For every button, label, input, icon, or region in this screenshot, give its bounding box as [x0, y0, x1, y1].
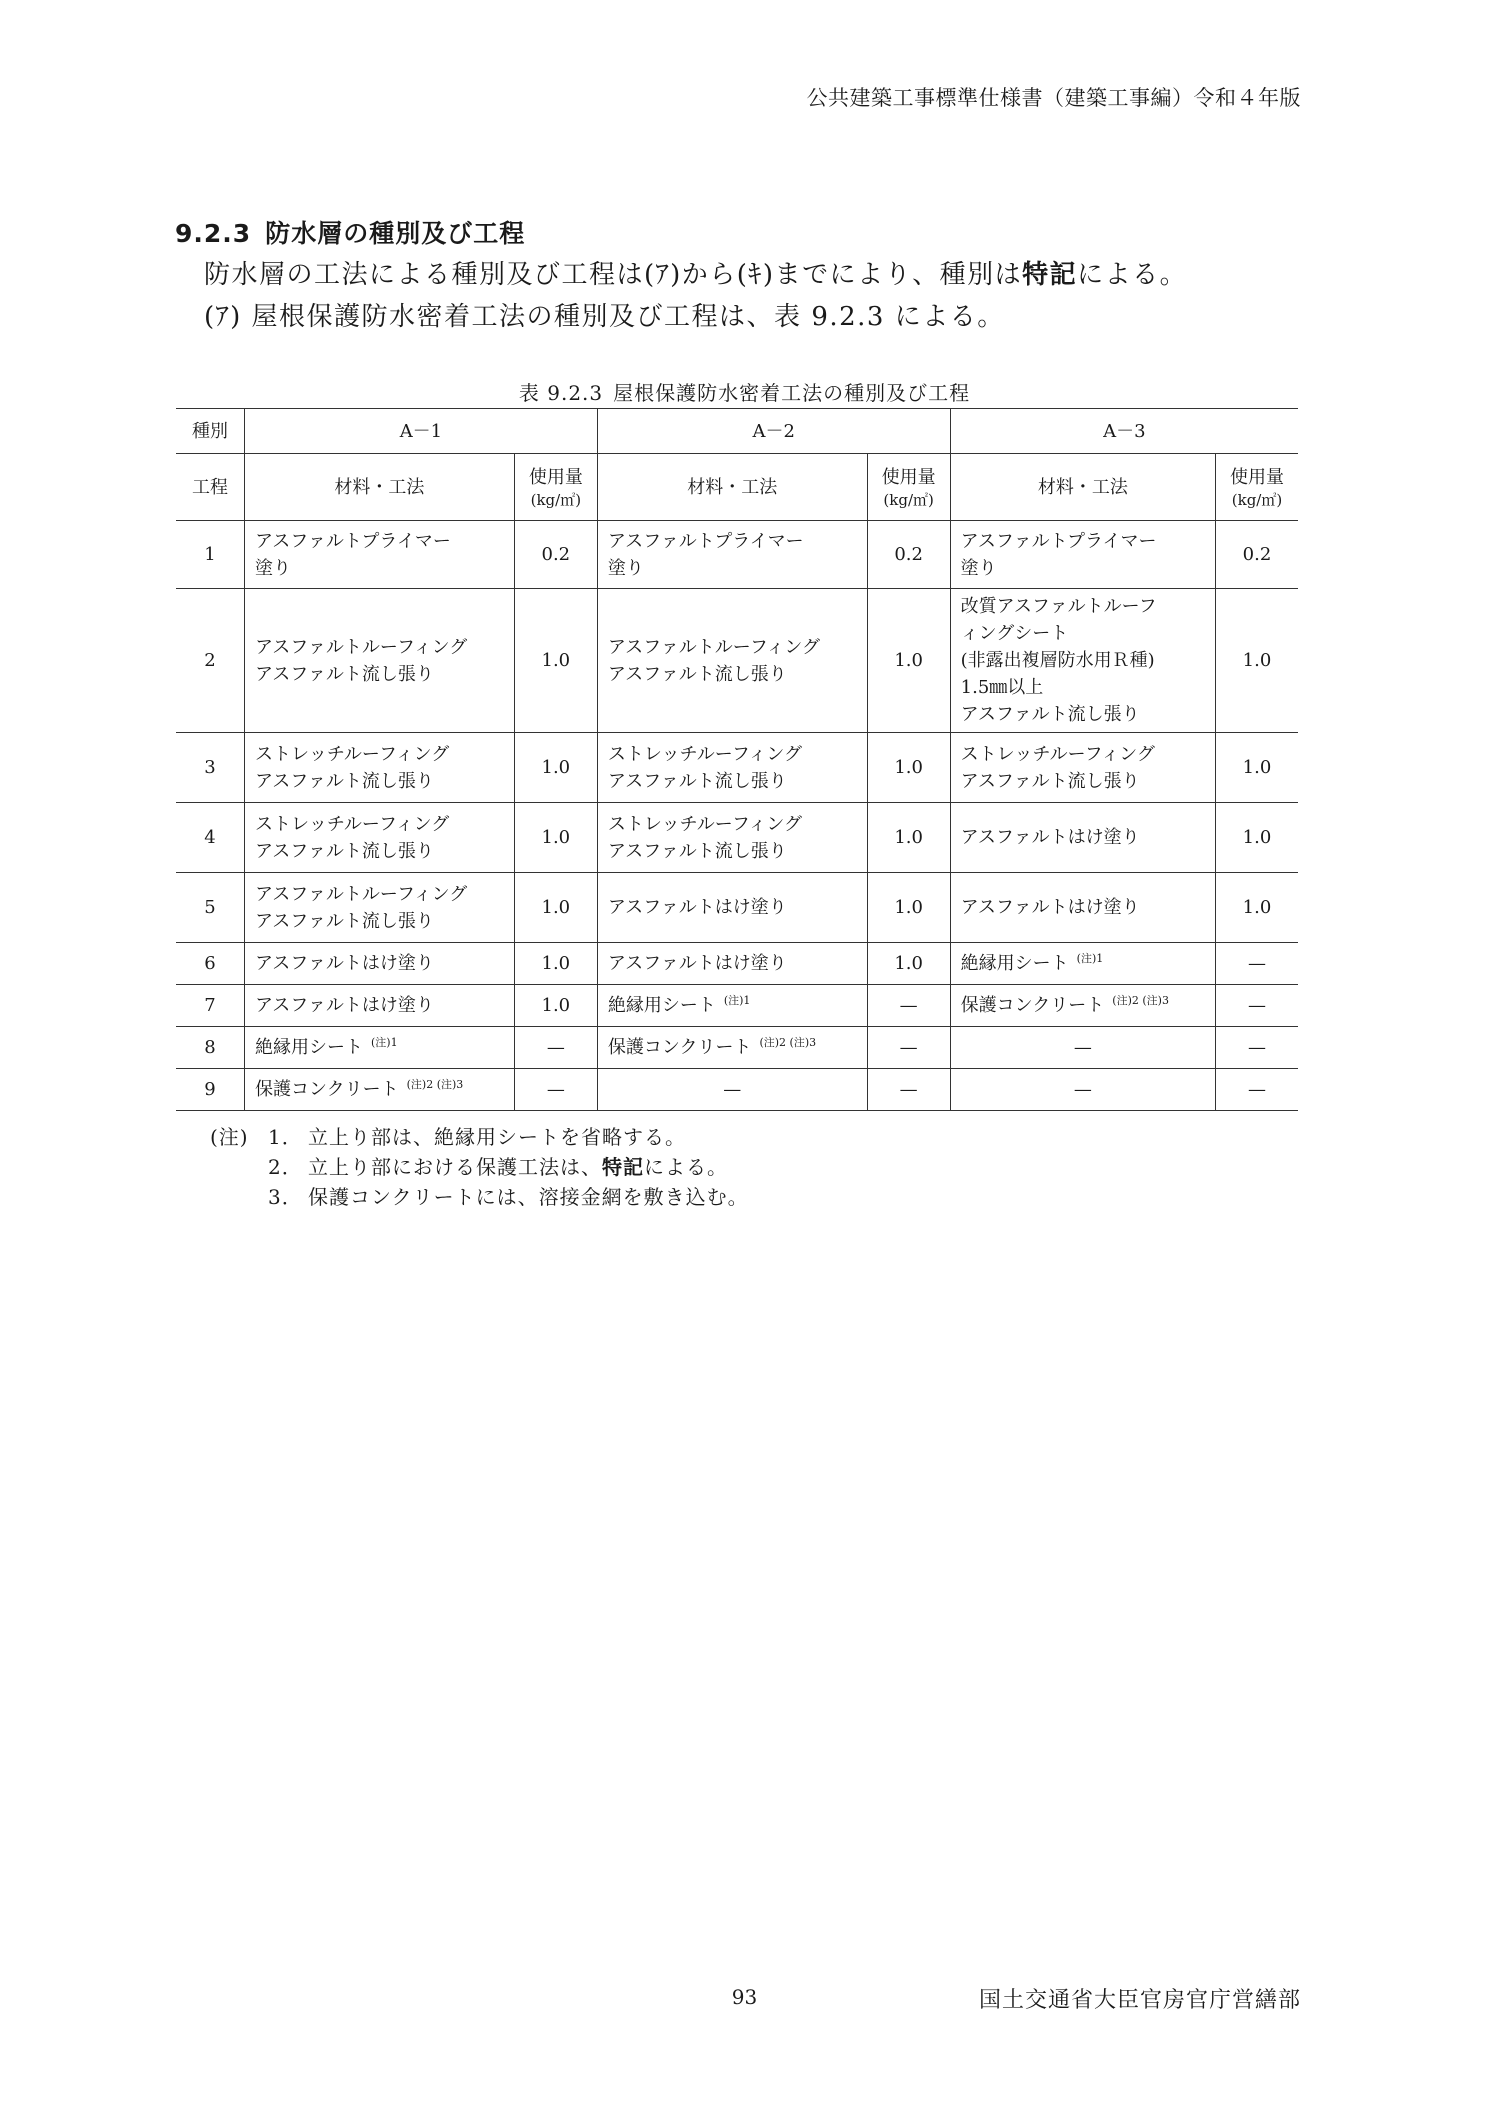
note-text — [308, 1152, 728, 1182]
amount-cell — [1216, 733, 1299, 803]
process-number — [176, 589, 245, 733]
note-item — [210, 1122, 749, 1152]
footnote-ref: (注)1 — [1076, 952, 1104, 965]
process-number-text: 1 — [204, 544, 216, 565]
process-number-text: 8 — [204, 1037, 216, 1058]
table-notes — [210, 1122, 749, 1212]
material-cell-text: ストレッチルーフィング アスファルト流し張り — [607, 743, 803, 792]
note-item — [210, 1182, 749, 1212]
material-cell-text: アスファルトはけ塗り — [255, 953, 434, 974]
amount-cell — [867, 1069, 950, 1111]
amount-cell-text: 1.0 — [541, 827, 571, 848]
table-row — [176, 803, 1298, 873]
amount-cell-text: 0.2 — [541, 544, 571, 565]
amount-cell-text: — — [899, 995, 918, 1016]
footnote-ref: (注)1 — [371, 1036, 398, 1049]
material-cell — [950, 589, 1215, 733]
table-row — [176, 873, 1298, 943]
header-material: 材料・工法 — [597, 454, 867, 521]
note-prefix: (注) — [210, 1125, 249, 1149]
footnote-ref: (注)1 — [723, 994, 751, 1007]
amount-unit: (kg/㎡) — [883, 490, 934, 509]
material-cell-text: ストレッチルーフィング アスファルト流し張り — [607, 813, 803, 862]
material-cell-text: アスファルトルーフィング アスファルト流し張り — [255, 636, 468, 685]
amount-cell-text: 1.0 — [1242, 827, 1272, 848]
amount-cell-text: — — [546, 1079, 565, 1100]
amount-cell-text: 1.0 — [894, 757, 923, 778]
material-cell — [597, 733, 867, 803]
process-number — [176, 1027, 245, 1069]
material-cell — [950, 1027, 1215, 1069]
amount-cell — [867, 521, 950, 589]
material-cell — [245, 1027, 515, 1069]
amount-cell-text: — — [1248, 1037, 1266, 1058]
table-caption-label: 表 9.2.3 — [518, 381, 604, 405]
note-index: 2． — [268, 1155, 303, 1179]
amount-cell-text: 1.0 — [1242, 650, 1272, 671]
amount-cell-text: 1.0 — [541, 757, 571, 778]
footnote-ref: (注)2 (注)3 — [759, 1036, 817, 1049]
amount-label: 使用量 — [881, 466, 936, 488]
material-cell — [245, 985, 515, 1027]
table-row — [176, 733, 1298, 803]
table-caption — [0, 377, 1489, 406]
header-kind: 種別 — [176, 409, 245, 454]
material-cell — [245, 803, 515, 873]
amount-cell-text: — — [899, 1037, 918, 1058]
header-amount — [867, 454, 950, 521]
amount-cell-text: — — [1248, 995, 1266, 1016]
page-number: 93 — [731, 1985, 758, 2009]
process-number — [176, 985, 245, 1027]
amount-cell — [1216, 521, 1299, 589]
amount-cell — [514, 943, 597, 985]
header-type-a1: A－1 — [245, 409, 598, 454]
material-cell — [597, 873, 867, 943]
material-cell-text: アスファルトはけ塗り — [607, 953, 787, 974]
material-cell — [245, 733, 515, 803]
table-body — [176, 521, 1298, 1111]
material-cell-text: アスファルトプライマー 塗り — [255, 530, 451, 579]
amount-cell-text: 1.0 — [541, 953, 571, 974]
material-cell-text: ストレッチルーフィング アスファルト流し張り — [960, 743, 1155, 792]
amount-cell — [1216, 589, 1299, 733]
amount-cell — [514, 803, 597, 873]
material-cell — [597, 803, 867, 873]
amount-cell — [514, 873, 597, 943]
material-cell-text: 絶縁用シート — [255, 1037, 363, 1058]
process-number — [176, 521, 245, 589]
material-cell-text: — — [1073, 1079, 1092, 1100]
amount-cell — [867, 733, 950, 803]
material-cell — [597, 1069, 867, 1111]
amount-cell-text: — — [546, 1037, 565, 1058]
amount-unit: (kg/㎡) — [1231, 490, 1283, 509]
process-number-text: 6 — [204, 953, 216, 974]
spec-table — [176, 408, 1298, 1111]
material-cell — [245, 1069, 515, 1111]
table-row — [176, 943, 1298, 985]
amount-cell — [514, 985, 597, 1027]
process-number-text: 4 — [204, 827, 216, 848]
material-cell-text: アスファルトはけ塗り — [255, 995, 434, 1016]
material-cell-text: アスファルトプライマー 塗り — [960, 530, 1157, 579]
amount-cell-text: 1.0 — [541, 995, 571, 1016]
section-paragraph — [204, 254, 1187, 291]
amount-cell — [1216, 1027, 1299, 1069]
process-number-text: 3 — [204, 757, 216, 778]
amount-cell-text: 1.0 — [541, 650, 571, 671]
process-number-text: 9 — [204, 1079, 216, 1100]
header-type-a2: A－2 — [597, 409, 950, 454]
material-cell-text: ストレッチルーフィング アスファルト流し張り — [255, 743, 450, 792]
process-number-text: 2 — [204, 650, 216, 671]
section-title: 防水層の種別及び工程 — [265, 219, 526, 248]
material-cell — [950, 521, 1215, 589]
paragraph-emphasis: 特記 — [1022, 260, 1078, 290]
material-cell — [597, 943, 867, 985]
paragraph-text-end: による。 — [1077, 260, 1188, 290]
amount-cell — [514, 733, 597, 803]
material-cell — [950, 1069, 1215, 1111]
material-cell-text: 保護コンクリート — [255, 1079, 399, 1100]
table-header-row-types — [176, 409, 1298, 454]
amount-unit: (kg/㎡) — [530, 490, 582, 509]
material-cell — [950, 943, 1215, 985]
amount-cell — [867, 803, 950, 873]
table-row — [176, 521, 1298, 589]
table-caption-title: 屋根保護防水密着工法の種別及び工程 — [613, 381, 971, 405]
header-amount — [514, 454, 597, 521]
material-cell — [597, 1027, 867, 1069]
footer-organization: 国土交通省大臣官房官庁営繕部 — [978, 1988, 1301, 2013]
amount-cell-text: 0.2 — [1242, 544, 1272, 565]
material-cell — [245, 873, 515, 943]
amount-cell — [514, 521, 597, 589]
process-number — [176, 873, 245, 943]
amount-cell — [867, 873, 950, 943]
material-cell — [950, 733, 1215, 803]
process-number — [176, 1069, 245, 1111]
process-number-text: 7 — [204, 995, 216, 1016]
footnote-ref: (注)2 (注)3 — [1112, 994, 1169, 1007]
amount-cell — [1216, 985, 1299, 1027]
amount-cell — [1216, 873, 1299, 943]
process-number-text: 5 — [204, 897, 216, 918]
material-cell — [597, 589, 867, 733]
section-number: 9.2.3 — [175, 219, 252, 248]
header-type-a3: A－3 — [950, 409, 1298, 454]
material-cell-text: 絶縁用シート — [607, 995, 716, 1016]
material-cell-text: — — [1073, 1037, 1092, 1058]
material-cell-text: 絶縁用シート — [960, 953, 1069, 974]
material-cell — [950, 985, 1215, 1027]
material-cell-text: アスファルトはけ塗り — [607, 897, 787, 918]
material-cell-text: ストレッチルーフィング アスファルト流し張り — [255, 813, 450, 862]
section-heading — [175, 214, 525, 250]
material-cell — [245, 521, 515, 589]
material-cell-text: — — [723, 1079, 742, 1100]
amount-cell — [867, 985, 950, 1027]
table-row — [176, 985, 1298, 1027]
amount-cell — [1216, 803, 1299, 873]
note-text: 立上り部は、絶縁用シートを省略する。 — [308, 1125, 686, 1149]
table-row — [176, 1027, 1298, 1069]
material-cell-text: 改質アスファルトルーフ ィングシート (非露出複層防水用Ｒ種) 1.5㎜以上 アスファルト流し張り — [960, 596, 1157, 725]
amount-cell — [867, 1027, 950, 1069]
note-emphasis: 特記 — [602, 1155, 644, 1179]
amount-cell-text: — — [1248, 953, 1266, 974]
subsection-paragraph: (ｱ) 屋根保護防水密着工法の種別及び工程は、表 9.2.3 による。 — [204, 302, 1005, 332]
amount-cell — [1216, 943, 1299, 985]
amount-cell-text: 1.0 — [541, 897, 571, 918]
material-cell-text: 保護コンクリート — [960, 995, 1105, 1016]
note-text-end: による。 — [644, 1155, 728, 1179]
material-cell — [245, 943, 515, 985]
amount-cell-text: 1.0 — [894, 953, 923, 974]
table-row — [176, 589, 1298, 733]
material-cell-text: アスファルトルーフィング アスファルト流し張り — [255, 883, 468, 932]
material-cell-text: アスファルトはけ塗り — [960, 897, 1140, 918]
amount-cell-text: 1.0 — [894, 897, 923, 918]
amount-label: 使用量 — [528, 466, 583, 488]
header-process: 工程 — [176, 454, 245, 521]
note-item — [210, 1152, 749, 1182]
paragraph-text: 防水層の工法による種別及び工程は(ｱ)から(ｷ)までにより、種別は — [204, 260, 1023, 290]
material-cell-text: アスファルトはけ塗り — [960, 827, 1140, 848]
note-index: 3． — [268, 1185, 303, 1209]
document-title-header: 公共建築工事標準仕様書（建築工事編）令和４年版 — [806, 86, 1301, 110]
material-cell-text: アスファルトプライマー 塗り — [607, 530, 804, 579]
table-row — [176, 1069, 1298, 1111]
amount-cell-text: 1.0 — [1242, 757, 1272, 778]
header-material: 材料・工法 — [950, 454, 1215, 521]
material-cell-text: 保護コンクリート — [607, 1037, 752, 1058]
amount-cell — [1216, 1069, 1299, 1111]
material-cell — [597, 985, 867, 1027]
header-amount — [1216, 454, 1299, 521]
note-text: 保護コンクリートには、溶接金網を敷き込む。 — [308, 1185, 749, 1209]
table-header-row-columns — [176, 454, 1298, 521]
amount-cell — [514, 589, 597, 733]
process-number — [176, 943, 245, 985]
footnote-ref: (注)2 (注)3 — [406, 1078, 464, 1091]
material-cell — [950, 873, 1215, 943]
material-cell — [597, 521, 867, 589]
process-number — [176, 733, 245, 803]
note-text-part: 立上り部における保護工法は、 — [308, 1155, 602, 1179]
amount-cell-text: — — [1248, 1079, 1266, 1100]
amount-cell — [867, 943, 950, 985]
amount-cell-text: 1.0 — [894, 827, 923, 848]
amount-cell-text: 1.0 — [1242, 897, 1272, 918]
amount-cell — [514, 1069, 597, 1111]
material-cell — [950, 803, 1215, 873]
material-cell — [245, 589, 515, 733]
process-number — [176, 803, 245, 873]
amount-cell-text: 0.2 — [894, 544, 923, 565]
amount-cell-text: — — [899, 1079, 918, 1100]
amount-label: 使用量 — [1230, 466, 1284, 488]
amount-cell — [514, 1027, 597, 1069]
material-cell-text: アスファルトルーフィング アスファルト流し張り — [607, 636, 821, 685]
amount-cell-text: 1.0 — [894, 650, 923, 671]
note-index: 1． — [268, 1125, 303, 1149]
amount-cell — [867, 589, 950, 733]
header-material: 材料・工法 — [245, 454, 515, 521]
